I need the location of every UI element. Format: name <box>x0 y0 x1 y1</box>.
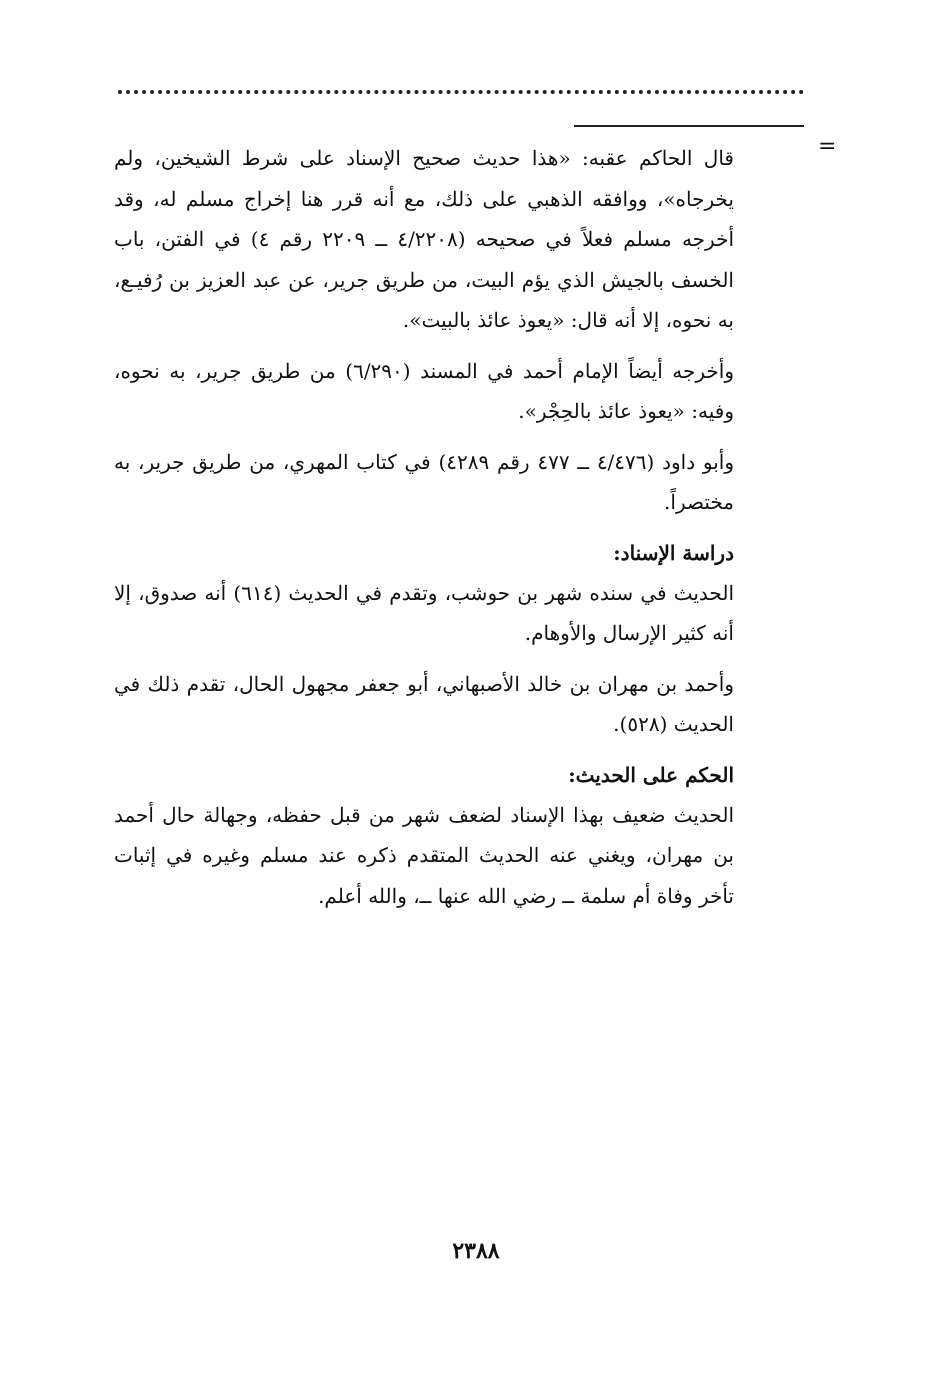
main-text <box>114 138 734 926</box>
page-number: ٢٣٨٨ <box>452 1238 500 1264</box>
paragraph-hakim: قال الحاكم عقبه: «هذا حديث صحيح الإسناد على شرط الشيخين، ولم يخرجاه»، ووافقه الذهبي على ذلك، مع أنه قرر هنا إخراج مسلم له، وقد أخرجه مسلم فعلاً في صحيحه (٤/٢٢٠٨ ــ ٢٢٠٩ رقم ٤) في الفتن، باب الخسف بالجيش الذي يؤم البيت، من طريق جرير، عن عبد العزيز بن رُفيـع، به نحوه، إلا أنه قال: «يعوذ عائذ بالبيت». <box>114 146 734 332</box>
footnote-rule <box>574 125 804 127</box>
heading-hadith-ruling: الحكم على الحديث: <box>568 762 734 787</box>
dotted-separator <box>118 90 804 94</box>
paragraph-abu-dawud: وأبو داود (٤/٤٧٦ ــ ٤٧٧ رقم ٤٢٨٩) في كتاب المهري، من طريق جرير، به مختصراً. <box>114 449 734 514</box>
paragraph-shahr: الحديث في سنده شهر بن حوشب، وتقدم في الحديث (٦١٤) أنه صدوق، إلا أنه كثير الإرسال والأوهام. <box>114 580 734 645</box>
heading-isnad-study: دراسة الإسناد: <box>613 540 734 565</box>
paragraph-ruling: الحديث ضعيف بهذا الإسناد لضعف شهر من قبل حفظه، وجهالة حال أحمد بن مهران، ويغني عنه الحديث المتقدم ذكره عند مسلم وغيره في إثبات تأخر وفاة أم سلمة ــ رضي الله عنها ــ، والله أعلم. <box>114 802 734 908</box>
paragraph-ahmad-musnad: وأخرجه أيضاً الإمام أحمد في المسند (٦/٢٩٠) من طريق جرير، به نحوه، وفيه: «يعوذ عائذ بالحِجْر». <box>114 358 734 423</box>
paragraph-ahmad-mihran: وأحمد بن مهران بن خالد الأصبهاني، أبو جعفر مجهول الحال، تقدم ذلك في الحديث (٥٢٨). <box>114 671 734 736</box>
continuation-mark: = <box>818 134 837 159</box>
